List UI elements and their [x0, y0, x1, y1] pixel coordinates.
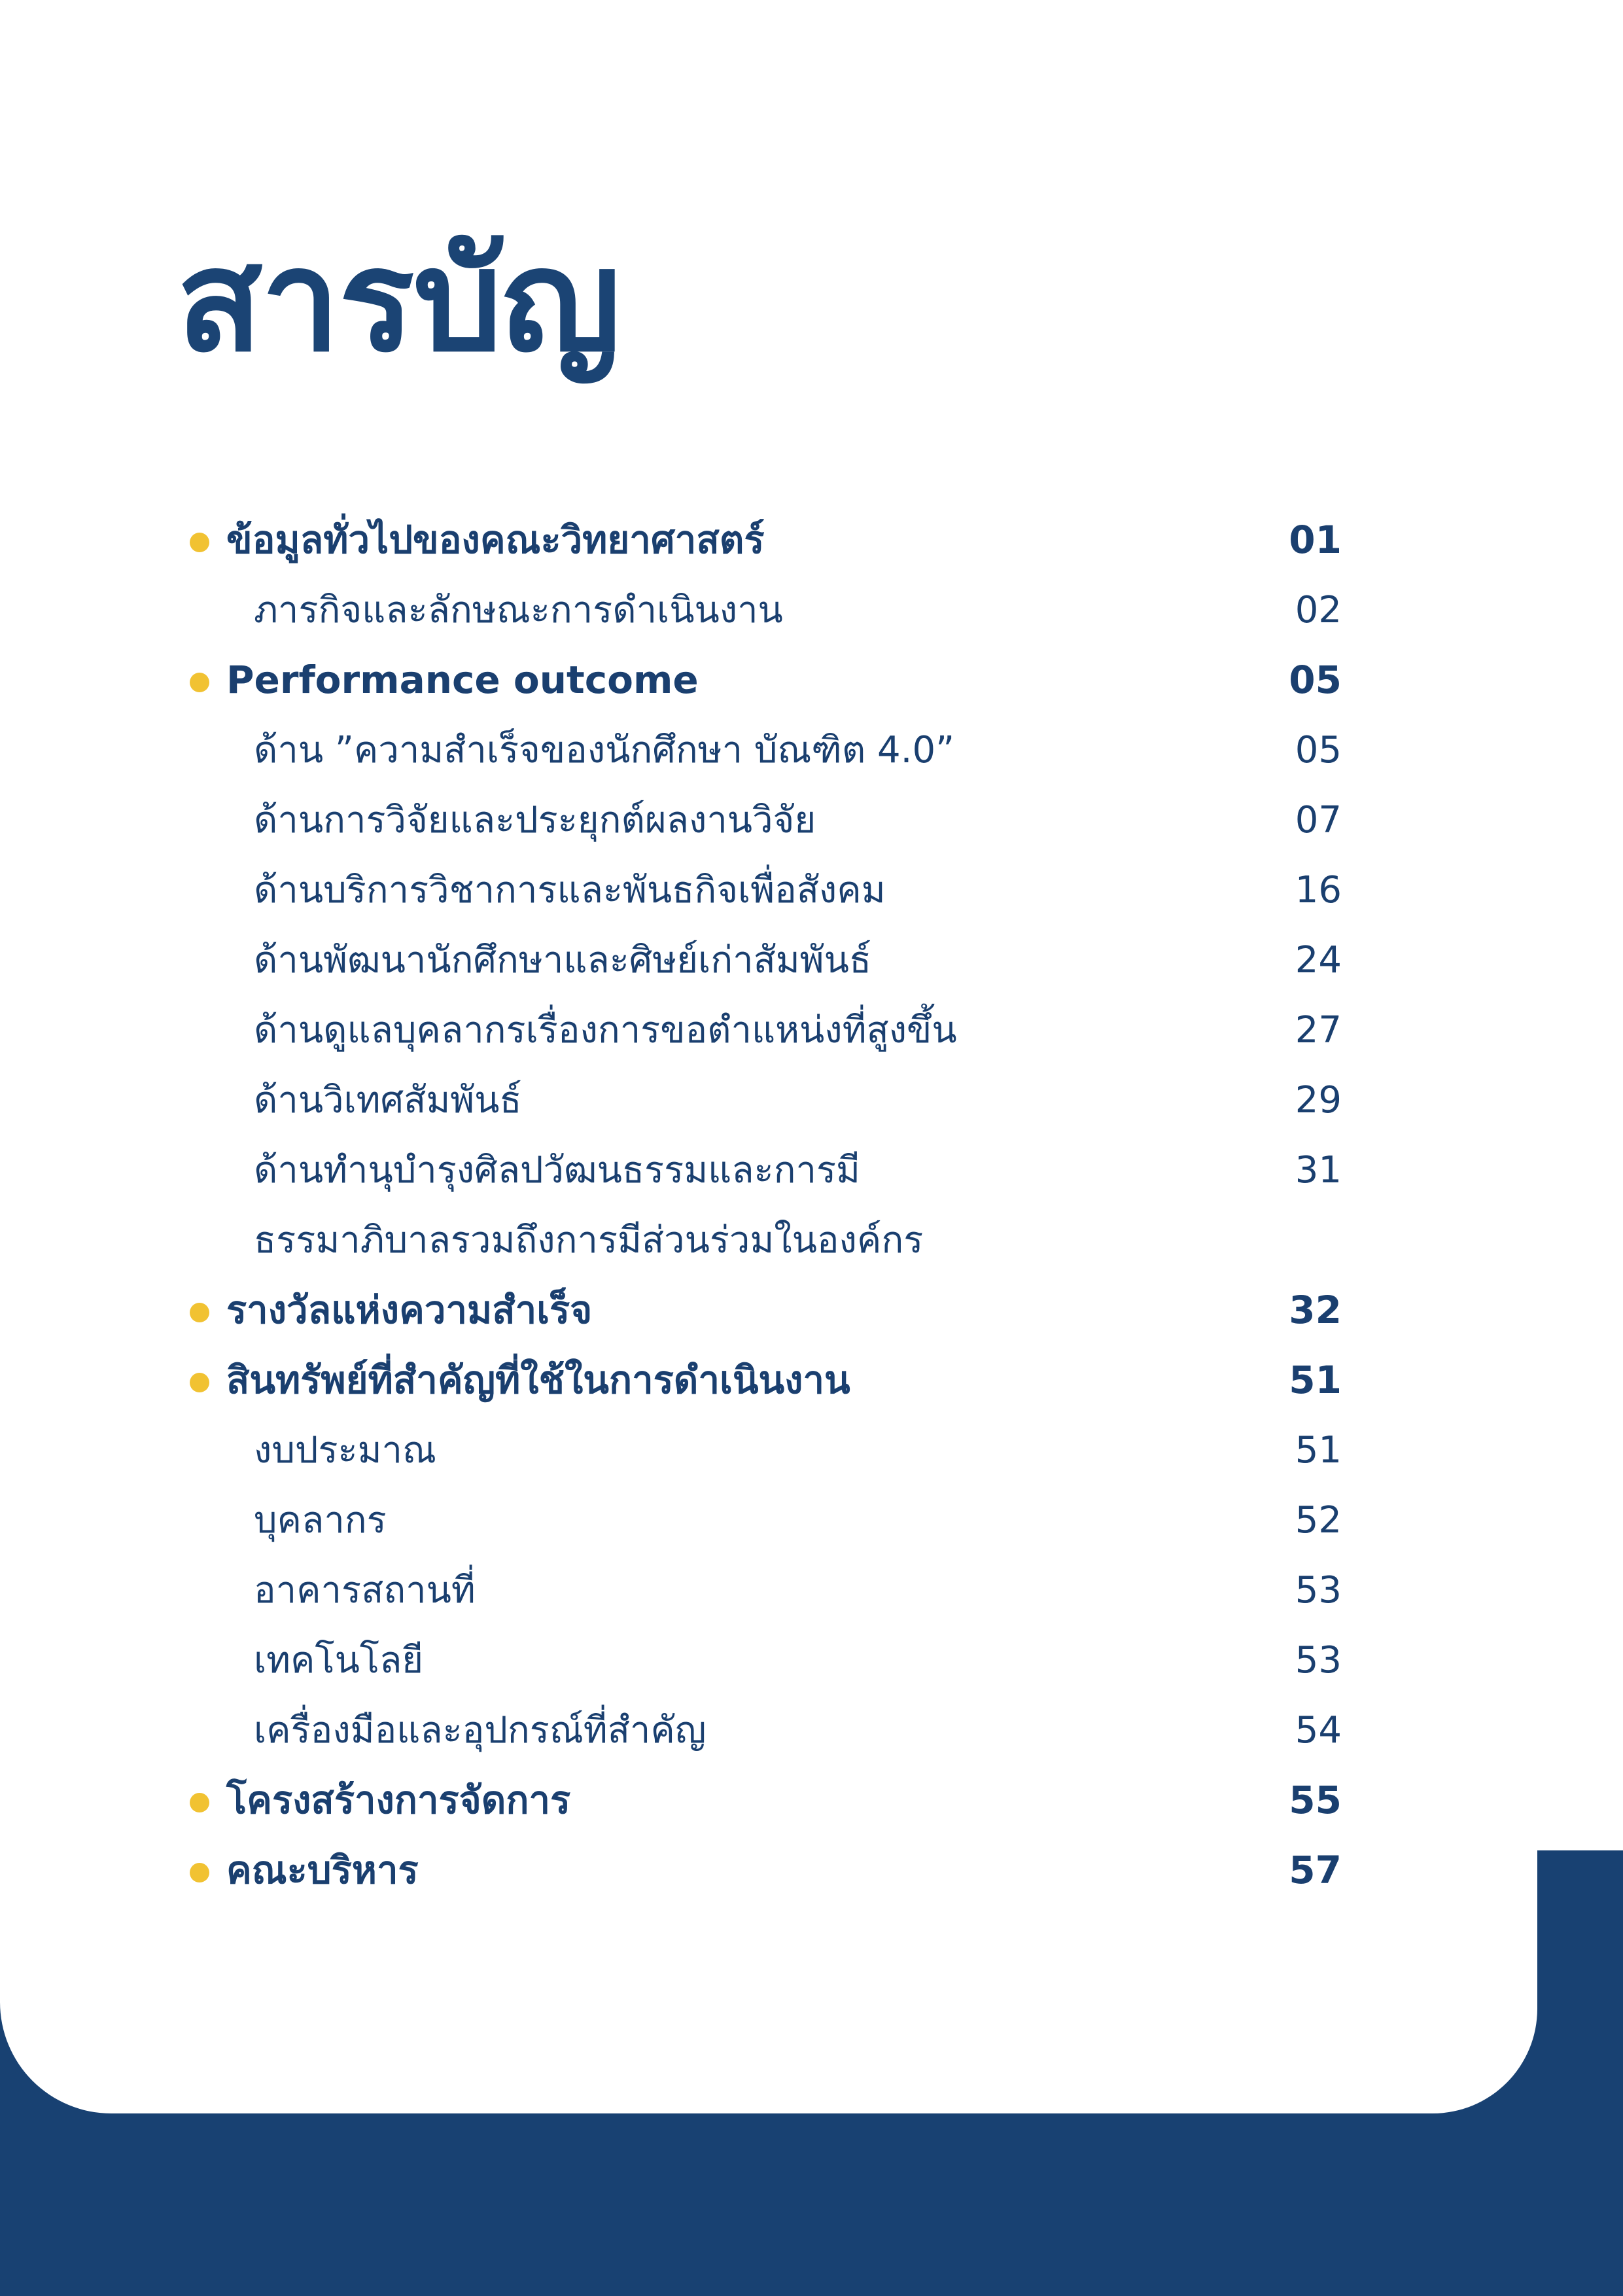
toc-entry-label: ภารกิจและลักษณะการดำเนินงาน — [254, 589, 783, 631]
toc-subentry[interactable] — [0, 1485, 1623, 1555]
toc-subentry[interactable] — [0, 925, 1623, 995]
toc-page-number: 31 — [1295, 1149, 1342, 1192]
toc-page-number: 07 — [1295, 799, 1342, 841]
toc-entry-label: ด้านพัฒนานักศึกษาและศิษย์เก่าสัมพันธ์ — [254, 939, 872, 981]
bullet-dot-icon — [190, 673, 209, 692]
toc-subentry[interactable] — [0, 1695, 1623, 1765]
toc-page-number: 32 — [1289, 1288, 1342, 1332]
toc-page-number: 55 — [1289, 1778, 1342, 1822]
bullet-dot-icon — [190, 533, 209, 552]
toc-subentry[interactable] — [0, 855, 1623, 925]
toc-page-number: 24 — [1295, 939, 1342, 981]
toc-entry-label: ข้อมูลทั่วไปของคณะวิทยาศาสตร์ — [226, 518, 765, 562]
toc-subentry[interactable] — [0, 1555, 1623, 1625]
toc-page-number: 05 — [1295, 729, 1342, 771]
table-of-contents — [0, 505, 1623, 1905]
toc-page-number: 29 — [1295, 1079, 1342, 1122]
toc-entry-label: ด้านบริการวิชาการและพันธกิจเพื่อสังคม — [254, 869, 886, 911]
bullet-dot-icon — [190, 1793, 209, 1812]
toc-section-entry[interactable] — [0, 1345, 1623, 1415]
toc-entry-label: อาคารสถานที่ — [254, 1569, 476, 1612]
bullet-dot-icon — [190, 1373, 209, 1392]
toc-page-number: 01 — [1289, 518, 1342, 562]
toc-subentry[interactable] — [0, 785, 1623, 855]
toc-section-entry[interactable] — [0, 505, 1623, 575]
toc-subentry[interactable] — [0, 995, 1623, 1065]
toc-entry-label: สินทรัพย์ที่สำคัญที่ใช้ในการดำเนินงาน — [226, 1358, 850, 1402]
toc-entry-label: ด้านวิเทศสัมพันธ์ — [254, 1079, 522, 1122]
toc-page-number: 57 — [1289, 1848, 1342, 1892]
toc-entry-label: เทคโนโลยี — [254, 1639, 424, 1682]
toc-entry-label: ด้าน ”ความสำเร็จของนักศึกษา บัณฑิต 4.0” — [254, 729, 955, 771]
toc-section-entry[interactable] — [0, 1835, 1623, 1905]
bullet-dot-icon — [190, 1303, 209, 1322]
toc-subentry[interactable] — [0, 575, 1623, 645]
toc-page-number: 52 — [1295, 1499, 1342, 1542]
toc-entry-label: ด้านดูแลบุคลากรเรื่องการขอตำแหน่งที่สูงขึ้น — [254, 1009, 957, 1051]
toc-section-entry[interactable] — [0, 1275, 1623, 1345]
toc-subentry[interactable] — [0, 1135, 1623, 1205]
toc-page-number: 53 — [1295, 1639, 1342, 1682]
toc-entry-label: โครงสร้างการจัดการ — [226, 1778, 571, 1822]
toc-section-entry[interactable] — [0, 1765, 1623, 1835]
toc-subentry[interactable] — [0, 1625, 1623, 1695]
toc-entry-label: เครื่องมือและอุปกรณ์ที่สำคัญ — [254, 1709, 707, 1752]
bullet-dot-icon — [190, 1863, 209, 1882]
page-title: สารบัญ — [177, 219, 620, 383]
toc-entry-label: รางวัลแห่งความสำเร็จ — [226, 1288, 593, 1332]
toc-subentry[interactable] — [0, 1065, 1623, 1135]
toc-entry-label: บุคลากร — [254, 1499, 387, 1542]
toc-page-number: 53 — [1295, 1569, 1342, 1612]
toc-entry-label: คณะบริหาร — [226, 1848, 419, 1892]
toc-entry-label: ด้านการวิจัยและประยุกต์ผลงานวิจัย — [254, 799, 816, 841]
toc-page-number: 27 — [1295, 1009, 1342, 1051]
toc-page-number: 51 — [1289, 1358, 1342, 1402]
toc-page-number: 51 — [1295, 1429, 1342, 1472]
toc-entry-label: ธรรมาภิบาลรวมถึงการมีส่วนร่วมในองค์กร — [254, 1219, 924, 1262]
toc-entry-label: Performance outcome — [226, 658, 699, 702]
toc-section-entry[interactable] — [0, 645, 1623, 715]
toc-page-number: 02 — [1295, 589, 1342, 631]
toc-subentry[interactable] — [0, 715, 1623, 785]
toc-entry-label: ด้านทำนุบำรุงศิลปวัฒนธรรมและการมี — [254, 1149, 860, 1192]
toc-page-number: 05 — [1289, 658, 1342, 702]
toc-entry-label: งบประมาณ — [254, 1429, 436, 1472]
toc-subentry[interactable] — [0, 1205, 1623, 1275]
toc-subentry[interactable] — [0, 1415, 1623, 1485]
toc-page-number: 16 — [1295, 869, 1342, 911]
toc-page-number: 54 — [1295, 1709, 1342, 1752]
